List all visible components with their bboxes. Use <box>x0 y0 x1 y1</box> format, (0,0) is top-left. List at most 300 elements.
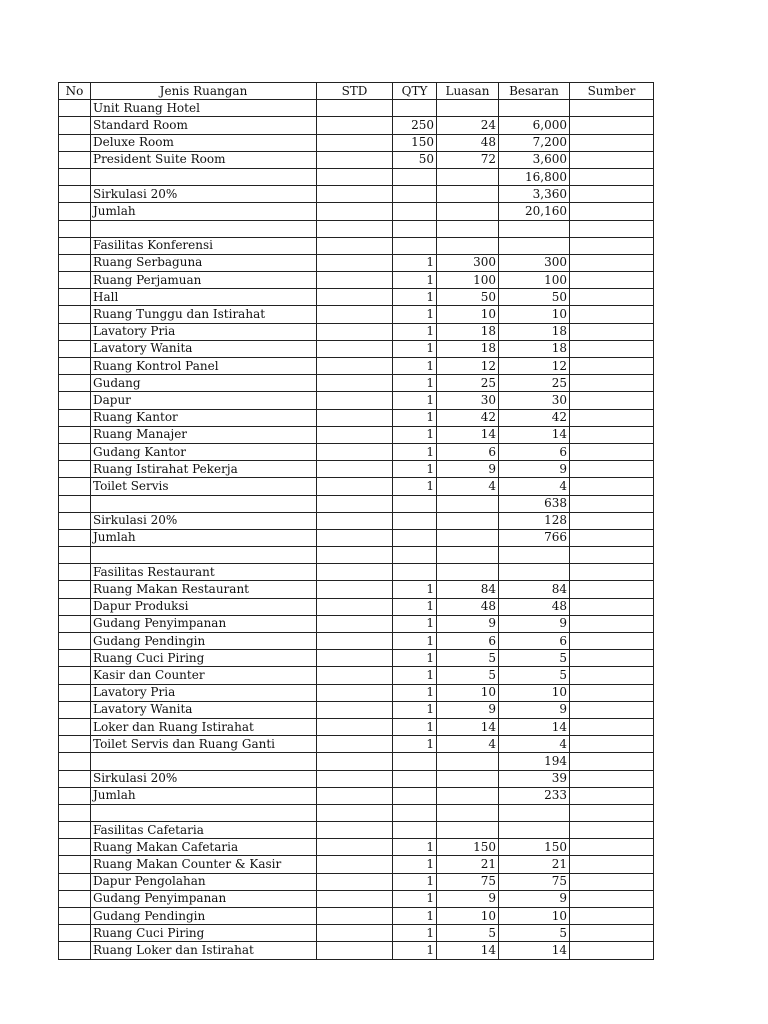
cell-besaran: 766 <box>499 529 570 546</box>
cell-luasan <box>437 564 499 581</box>
cell-luasan: 72 <box>437 151 499 168</box>
cell-besaran: 14 <box>499 942 570 959</box>
cell-qty: 50 <box>393 151 437 168</box>
cell-luasan: 9 <box>437 890 499 907</box>
cell-besaran: 5 <box>499 925 570 942</box>
cell-luasan <box>437 547 499 564</box>
cell-no <box>59 942 91 959</box>
cell-qty <box>393 804 437 821</box>
cell-luasan: 300 <box>437 254 499 271</box>
cell-sumber <box>570 375 654 392</box>
cell-no <box>59 736 91 753</box>
table-row <box>59 633 654 650</box>
cell-std <box>317 547 393 564</box>
table-row <box>59 667 654 684</box>
cell-besaran: 18 <box>499 323 570 340</box>
cell-jenis-ruangan: Gudang Pendingin <box>91 633 317 650</box>
cell-qty <box>393 168 437 185</box>
cell-qty <box>393 220 437 237</box>
cell-jenis-ruangan: Gudang Pendingin <box>91 908 317 925</box>
cell-luasan: 5 <box>437 925 499 942</box>
table-row <box>59 770 654 787</box>
cell-qty: 1 <box>393 392 437 409</box>
cell-besaran: 6 <box>499 633 570 650</box>
cell-no <box>59 615 91 632</box>
cell-no <box>59 323 91 340</box>
cell-jenis-ruangan: Sirkulasi 20% <box>91 186 317 203</box>
cell-besaran: 25 <box>499 375 570 392</box>
cell-std <box>317 254 393 271</box>
cell-qty: 1 <box>393 478 437 495</box>
cell-std <box>317 340 393 357</box>
cell-std <box>317 667 393 684</box>
cell-sumber <box>570 942 654 959</box>
cell-besaran: 16,800 <box>499 168 570 185</box>
cell-luasan: 84 <box>437 581 499 598</box>
cell-besaran: 20,160 <box>499 203 570 220</box>
table-row <box>59 426 654 443</box>
cell-std <box>317 736 393 753</box>
cell-qty: 1 <box>393 340 437 357</box>
cell-std <box>317 323 393 340</box>
header-sumber: Sumber <box>570 83 654 100</box>
cell-jenis-ruangan: Ruang Kontrol Panel <box>91 358 317 375</box>
cell-jenis-ruangan <box>91 168 317 185</box>
table-row <box>59 186 654 203</box>
cell-std <box>317 564 393 581</box>
cell-no <box>59 701 91 718</box>
cell-std <box>317 117 393 134</box>
cell-no <box>59 925 91 942</box>
cell-sumber <box>570 925 654 942</box>
table-row <box>59 753 654 770</box>
cell-std <box>317 942 393 959</box>
cell-qty <box>393 529 437 546</box>
cell-sumber <box>570 529 654 546</box>
cell-sumber <box>570 770 654 787</box>
cell-std <box>317 770 393 787</box>
cell-qty: 1 <box>393 254 437 271</box>
cell-jenis-ruangan: Gudang Penyimpanan <box>91 615 317 632</box>
cell-besaran <box>499 100 570 117</box>
cell-jenis-ruangan: Gudang <box>91 375 317 392</box>
table-row <box>59 598 654 615</box>
cell-besaran: 300 <box>499 254 570 271</box>
cell-jenis-ruangan: Ruang Perjamuan <box>91 272 317 289</box>
cell-sumber <box>570 272 654 289</box>
cell-besaran: 75 <box>499 873 570 890</box>
cell-luasan: 4 <box>437 736 499 753</box>
cell-no <box>59 512 91 529</box>
cell-sumber <box>570 873 654 890</box>
cell-std <box>317 718 393 735</box>
cell-no <box>59 667 91 684</box>
cell-qty <box>393 822 437 839</box>
cell-no <box>59 547 91 564</box>
cell-qty <box>393 787 437 804</box>
cell-no <box>59 272 91 289</box>
table-row <box>59 615 654 632</box>
cell-luasan: 9 <box>437 615 499 632</box>
cell-luasan <box>437 822 499 839</box>
cell-no <box>59 306 91 323</box>
table-row <box>59 340 654 357</box>
cell-luasan: 30 <box>437 392 499 409</box>
table-row <box>59 804 654 821</box>
cell-std <box>317 358 393 375</box>
cell-no <box>59 529 91 546</box>
cell-sumber <box>570 220 654 237</box>
cell-std <box>317 237 393 254</box>
cell-jenis-ruangan: Ruang Makan Cafetaria <box>91 839 317 856</box>
cell-besaran: 42 <box>499 409 570 426</box>
cell-std <box>317 375 393 392</box>
cell-no <box>59 409 91 426</box>
cell-no <box>59 839 91 856</box>
cell-no <box>59 650 91 667</box>
cell-no <box>59 770 91 787</box>
cell-luasan <box>437 495 499 512</box>
cell-std <box>317 306 393 323</box>
cell-sumber <box>570 564 654 581</box>
cell-jenis-ruangan: Unit Ruang Hotel <box>91 100 317 117</box>
cell-jenis-ruangan: Lavatory Wanita <box>91 701 317 718</box>
cell-std <box>317 186 393 203</box>
cell-besaran <box>499 547 570 564</box>
cell-std <box>317 134 393 151</box>
room-program-table <box>58 82 654 960</box>
table-row <box>59 856 654 873</box>
cell-sumber <box>570 117 654 134</box>
cell-sumber <box>570 701 654 718</box>
cell-sumber <box>570 289 654 306</box>
cell-no <box>59 443 91 460</box>
cell-luasan: 100 <box>437 272 499 289</box>
cell-std <box>317 461 393 478</box>
cell-no <box>59 134 91 151</box>
cell-besaran: 50 <box>499 289 570 306</box>
cell-std <box>317 890 393 907</box>
cell-besaran: 5 <box>499 650 570 667</box>
cell-no <box>59 822 91 839</box>
cell-besaran <box>499 804 570 821</box>
cell-qty: 1 <box>393 667 437 684</box>
cell-sumber <box>570 804 654 821</box>
cell-besaran: 10 <box>499 684 570 701</box>
table-row <box>59 272 654 289</box>
cell-no <box>59 117 91 134</box>
table-row <box>59 564 654 581</box>
cell-no <box>59 358 91 375</box>
cell-jenis-ruangan: Ruang Serbaguna <box>91 254 317 271</box>
cell-qty: 1 <box>393 650 437 667</box>
table-row <box>59 409 654 426</box>
table-row <box>59 942 654 959</box>
cell-qty: 1 <box>393 581 437 598</box>
cell-std <box>317 512 393 529</box>
cell-qty: 1 <box>393 598 437 615</box>
cell-luasan <box>437 512 499 529</box>
cell-luasan: 75 <box>437 873 499 890</box>
cell-std <box>317 220 393 237</box>
cell-luasan: 6 <box>437 443 499 460</box>
cell-sumber <box>570 667 654 684</box>
table-row <box>59 822 654 839</box>
cell-sumber <box>570 100 654 117</box>
cell-jenis-ruangan: Toilet Servis <box>91 478 317 495</box>
cell-luasan: 50 <box>437 289 499 306</box>
cell-jenis-ruangan <box>91 220 317 237</box>
cell-no <box>59 873 91 890</box>
cell-no <box>59 718 91 735</box>
table-row <box>59 925 654 942</box>
header-qty: QTY <box>393 83 437 100</box>
cell-no <box>59 633 91 650</box>
cell-besaran: 3,360 <box>499 186 570 203</box>
cell-sumber <box>570 633 654 650</box>
cell-besaran: 6,000 <box>499 117 570 134</box>
header-besaran: Besaran <box>499 83 570 100</box>
cell-luasan <box>437 220 499 237</box>
cell-luasan <box>437 203 499 220</box>
cell-besaran: 194 <box>499 753 570 770</box>
cell-sumber <box>570 581 654 598</box>
table-row <box>59 117 654 134</box>
cell-besaran: 10 <box>499 306 570 323</box>
cell-qty: 1 <box>393 890 437 907</box>
cell-luasan: 42 <box>437 409 499 426</box>
cell-jenis-ruangan: Sirkulasi 20% <box>91 512 317 529</box>
cell-qty: 1 <box>393 839 437 856</box>
cell-qty: 1 <box>393 461 437 478</box>
cell-std <box>317 409 393 426</box>
cell-std <box>317 478 393 495</box>
cell-no <box>59 168 91 185</box>
table-row <box>59 100 654 117</box>
cell-jenis-ruangan: Ruang Istirahat Pekerja <box>91 461 317 478</box>
cell-qty: 1 <box>393 358 437 375</box>
cell-no <box>59 804 91 821</box>
cell-std <box>317 392 393 409</box>
cell-no <box>59 203 91 220</box>
cell-jenis-ruangan <box>91 753 317 770</box>
table-row <box>59 375 654 392</box>
table-body <box>59 100 654 959</box>
cell-besaran: 18 <box>499 340 570 357</box>
cell-besaran: 84 <box>499 581 570 598</box>
cell-no <box>59 753 91 770</box>
cell-std <box>317 701 393 718</box>
cell-besaran: 12 <box>499 358 570 375</box>
cell-luasan: 24 <box>437 117 499 134</box>
cell-luasan: 5 <box>437 650 499 667</box>
cell-besaran: 7,200 <box>499 134 570 151</box>
cell-sumber <box>570 856 654 873</box>
cell-luasan: 6 <box>437 633 499 650</box>
cell-std <box>317 873 393 890</box>
table-row <box>59 547 654 564</box>
table-row <box>59 684 654 701</box>
cell-jenis-ruangan: Loker dan Ruang Istirahat <box>91 718 317 735</box>
cell-besaran: 39 <box>499 770 570 787</box>
cell-sumber <box>570 512 654 529</box>
cell-no <box>59 787 91 804</box>
cell-qty: 1 <box>393 925 437 942</box>
cell-sumber <box>570 443 654 460</box>
cell-jenis-ruangan: Dapur Produksi <box>91 598 317 615</box>
table-row <box>59 323 654 340</box>
table-row <box>59 443 654 460</box>
header-jenis-ruangan: Jenis Ruangan <box>91 83 317 100</box>
cell-std <box>317 633 393 650</box>
cell-qty <box>393 100 437 117</box>
cell-besaran: 48 <box>499 598 570 615</box>
cell-qty <box>393 564 437 581</box>
cell-no <box>59 237 91 254</box>
cell-jenis-ruangan: Fasilitas Cafetaria <box>91 822 317 839</box>
cell-besaran: 4 <box>499 478 570 495</box>
cell-no <box>59 186 91 203</box>
cell-sumber <box>570 392 654 409</box>
cell-qty: 1 <box>393 633 437 650</box>
cell-no <box>59 581 91 598</box>
cell-sumber <box>570 495 654 512</box>
table-row <box>59 151 654 168</box>
cell-qty <box>393 547 437 564</box>
cell-qty: 250 <box>393 117 437 134</box>
cell-jenis-ruangan: Jumlah <box>91 203 317 220</box>
cell-no <box>59 426 91 443</box>
cell-std <box>317 839 393 856</box>
cell-sumber <box>570 718 654 735</box>
header-no: No <box>59 83 91 100</box>
cell-no <box>59 908 91 925</box>
cell-std <box>317 151 393 168</box>
cell-no <box>59 375 91 392</box>
table-row <box>59 392 654 409</box>
table-row <box>59 787 654 804</box>
cell-std <box>317 598 393 615</box>
cell-besaran: 14 <box>499 718 570 735</box>
cell-sumber <box>570 358 654 375</box>
cell-besaran: 100 <box>499 272 570 289</box>
table-row <box>59 478 654 495</box>
cell-jenis-ruangan: Ruang Cuci Piring <box>91 650 317 667</box>
cell-std <box>317 925 393 942</box>
cell-std <box>317 272 393 289</box>
cell-jenis-ruangan: Deluxe Room <box>91 134 317 151</box>
cell-besaran: 6 <box>499 443 570 460</box>
cell-jenis-ruangan: Dapur <box>91 392 317 409</box>
cell-luasan <box>437 168 499 185</box>
cell-qty: 1 <box>393 443 437 460</box>
table-row <box>59 237 654 254</box>
table-row <box>59 220 654 237</box>
cell-besaran: 30 <box>499 392 570 409</box>
cell-qty <box>393 512 437 529</box>
table-row <box>59 718 654 735</box>
cell-std <box>317 203 393 220</box>
cell-luasan <box>437 237 499 254</box>
cell-luasan <box>437 100 499 117</box>
cell-sumber <box>570 478 654 495</box>
cell-sumber <box>570 753 654 770</box>
cell-luasan: 10 <box>437 306 499 323</box>
table-row <box>59 134 654 151</box>
cell-qty: 1 <box>393 426 437 443</box>
cell-luasan: 150 <box>437 839 499 856</box>
table-row <box>59 701 654 718</box>
cell-luasan: 10 <box>437 684 499 701</box>
header-luasan: Luasan <box>437 83 499 100</box>
table-row <box>59 358 654 375</box>
cell-luasan: 14 <box>437 942 499 959</box>
cell-besaran: 9 <box>499 890 570 907</box>
cell-std <box>317 684 393 701</box>
cell-no <box>59 495 91 512</box>
cell-luasan: 14 <box>437 426 499 443</box>
cell-besaran: 4 <box>499 736 570 753</box>
cell-besaran: 638 <box>499 495 570 512</box>
cell-sumber <box>570 736 654 753</box>
cell-besaran: 150 <box>499 839 570 856</box>
cell-sumber <box>570 461 654 478</box>
cell-jenis-ruangan: Ruang Tunggu dan Istirahat <box>91 306 317 323</box>
cell-no <box>59 340 91 357</box>
cell-std <box>317 426 393 443</box>
cell-no <box>59 392 91 409</box>
header-row <box>59 83 654 100</box>
cell-jenis-ruangan: Kasir dan Counter <box>91 667 317 684</box>
cell-jenis-ruangan: Ruang Makan Counter & Kasir <box>91 856 317 873</box>
cell-qty: 1 <box>393 375 437 392</box>
cell-jenis-ruangan: Lavatory Pria <box>91 323 317 340</box>
cell-luasan: 18 <box>437 323 499 340</box>
header-std: STD <box>317 83 393 100</box>
cell-luasan <box>437 804 499 821</box>
cell-jenis-ruangan: Lavatory Wanita <box>91 340 317 357</box>
cell-qty <box>393 770 437 787</box>
cell-jenis-ruangan: Lavatory Pria <box>91 684 317 701</box>
cell-sumber <box>570 547 654 564</box>
cell-no <box>59 100 91 117</box>
cell-qty: 1 <box>393 736 437 753</box>
cell-luasan: 12 <box>437 358 499 375</box>
cell-no <box>59 684 91 701</box>
cell-luasan: 25 <box>437 375 499 392</box>
table-row <box>59 873 654 890</box>
cell-qty <box>393 186 437 203</box>
table-row <box>59 461 654 478</box>
cell-sumber <box>570 168 654 185</box>
cell-jenis-ruangan: Toilet Servis dan Ruang Ganti <box>91 736 317 753</box>
cell-luasan <box>437 787 499 804</box>
cell-std <box>317 581 393 598</box>
cell-jenis-ruangan: Ruang Cuci Piring <box>91 925 317 942</box>
cell-jenis-ruangan: Ruang Kantor <box>91 409 317 426</box>
cell-qty: 1 <box>393 908 437 925</box>
cell-std <box>317 495 393 512</box>
cell-qty: 1 <box>393 856 437 873</box>
cell-luasan: 48 <box>437 598 499 615</box>
cell-sumber <box>570 340 654 357</box>
cell-jenis-ruangan <box>91 495 317 512</box>
cell-jenis-ruangan: Ruang Loker dan Istirahat <box>91 942 317 959</box>
cell-besaran: 3,600 <box>499 151 570 168</box>
cell-std <box>317 804 393 821</box>
cell-luasan <box>437 529 499 546</box>
cell-qty <box>393 753 437 770</box>
